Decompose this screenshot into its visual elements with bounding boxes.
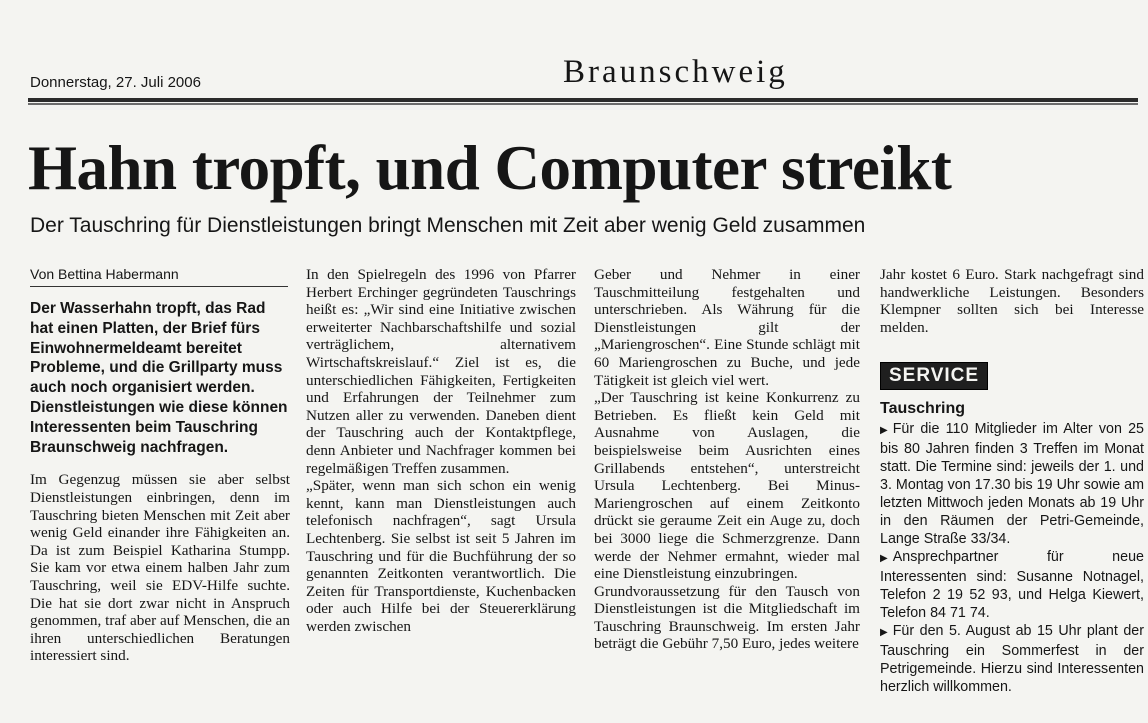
service-item-text: Für die 110 Mitglieder im Alter von 25 bis 80 Jahren finden 3 Treffen im Monat statt. Die Termine sind: jeweils der 1. und 3. Montag von 17.30 bis 19 Uhr sowie am letzten Mittwoch jeden Monats ab 19 Uhr in den Räumen der Petri-Gemeinde, Lange Straße 33/34. xyxy=(880,421,1144,548)
service-item xyxy=(880,622,1144,696)
arrow-right-icon: ▶ xyxy=(880,553,888,565)
service-item xyxy=(880,548,1144,622)
section-title: Braunschweig xyxy=(563,54,788,90)
arrow-right-icon: ▶ xyxy=(880,425,888,437)
article-lead: Der Wasserhahn tropft, das Rad hat einen Platten, der Brief fürs Einwohnermeldeamt bereitet Probleme, und die Grillparty muss auch noch organisiert werden. Dienstleistungen wie diese können Interessenten beim Tauschring Braunschweig nachfragen. xyxy=(30,300,288,456)
service-item-text: Ansprechpartner für neue Interessenten sind: Susanne Notnagel, Telefon 2 19 52 93, und Helga Kiewert, Telefon 84 71 74. xyxy=(880,549,1144,622)
article-paragraph: Grundvoraussetzung für den Tausch von Dienstleistungen ist die Mitgliedschaft im Tauschring Braunschweig. Im ersten Jahr beträgt die Gebühr 7,50 Euro, jedes weitere xyxy=(594,582,860,653)
column-3 xyxy=(594,266,860,653)
article-headline: Hahn tropft, und Computer streikt xyxy=(28,133,952,203)
header-rule xyxy=(28,98,1138,102)
service-item xyxy=(880,420,1144,548)
author-byline: Von Bettina Habermann xyxy=(30,266,179,282)
issue-date: Donnerstag, 27. Juli 2006 xyxy=(30,74,201,91)
article-paragraph: Jahr kostet 6 Euro. Stark nachgefragt sind handwerkliche Leistungen. Besonders Klempner sollten sich bei Interesse melden. xyxy=(880,266,1144,336)
article-paragraph: „Der Tauschring ist keine Konkurrenz zu Betrieben. Es fließt kein Geld mit Ausnahme von Auslagen, die beispielsweise beim Ausrichten eines Grillabends entstehen“, unterstreicht Ursula Lechtenberg. Bei Minus-Mariengroschen auf einem Zeitkonto drückt sie geraume Zeit ein Auge zu, doch bei 3000 liege die Schmerzgrenze. Dann werde der Nehmer ermahnt, wieder mal eine Dienstleistung einzubringen. xyxy=(594,389,860,583)
article-paragraph: „Später, wenn man sich schon ein wenig kennt, kann man Dienstleistungen auch telefonisch nachfragen“, sagt Ursula Lechtenberg. Sie selbst ist seit 5 Jahren im Tauschring und für die Buchführung der so genannten Zeitkonten verantwortlich. Die Zeiten für Transportdienste, Kuchenbacken oder auch Hilfe bei der Steuererklärung werden zwischen xyxy=(306,477,576,635)
article-subheadline: Der Tauschring für Dienstleistungen bringt Menschen mit Zeit aber wenig Geld zusammen xyxy=(30,214,866,237)
column-2 xyxy=(306,266,576,635)
service-badge: SERVICE xyxy=(880,362,988,390)
byline-divider xyxy=(30,286,288,287)
header-rule-thin xyxy=(28,103,1138,105)
article-paragraph: Im Gegenzug müssen sie aber selbst Dienstleistungen einbringen, denn im Tauschring bieten Menschen mit Zeit aber wenig Geld einander ihre Fähigkeiten an. Da ist zum Beispiel Katharina Stumpp. Sie kam vor etwa einem halben Jahr zum Tauschring, weil sie EDV-Hilfe suchte. Die hat sie dort zwar nicht in Anspruch genommen, traf aber auf Menschen, die an ihren unterschiedlichen Beratungen interessiert sind. xyxy=(30,471,290,665)
service-title: Tauschring xyxy=(880,400,966,418)
column-1 xyxy=(30,266,290,665)
service-item-text: Für den 5. August ab 15 Uhr plant der Tauschring ein Sommerfest in der Petrigemeinde. Hierzu sind Interessenten herzlich willkommen. xyxy=(880,623,1144,696)
column-4 xyxy=(880,266,1144,696)
article-paragraph: In den Spielregeln des 1996 von Pfarrer Herbert Erchinger gegründeten Tauschrings heißt es: „Wir sind eine Initiative zwischen erweiterter Nachbarschaftshilfe und sozial verträglichem, alternativem Wirtschaftskreislauf.“ Ziel ist es, die unterschiedlichen Fähigkeiten, Fertigkeiten und Erfahrungen der Teilnehmer zum Nutzen aller zu verwenden. Daneben dient der Tauschring auch der Kontaktpflege, denn Anbieter und Nachfrager kommen bei regelmäßigen Treffen zusammen. xyxy=(306,266,576,477)
arrow-right-icon: ▶ xyxy=(880,627,888,639)
article-paragraph: Geber und Nehmer in einer Tauschmitteilung festgehalten und unterschrieben. Als Währung für die Dienstleistungen gilt der „Mariengroschen“. Eine Stunde schlägt mit 60 Mariengroschen zu Buche, und jede Tätigkeit ist gleich viel wert. xyxy=(594,266,860,389)
